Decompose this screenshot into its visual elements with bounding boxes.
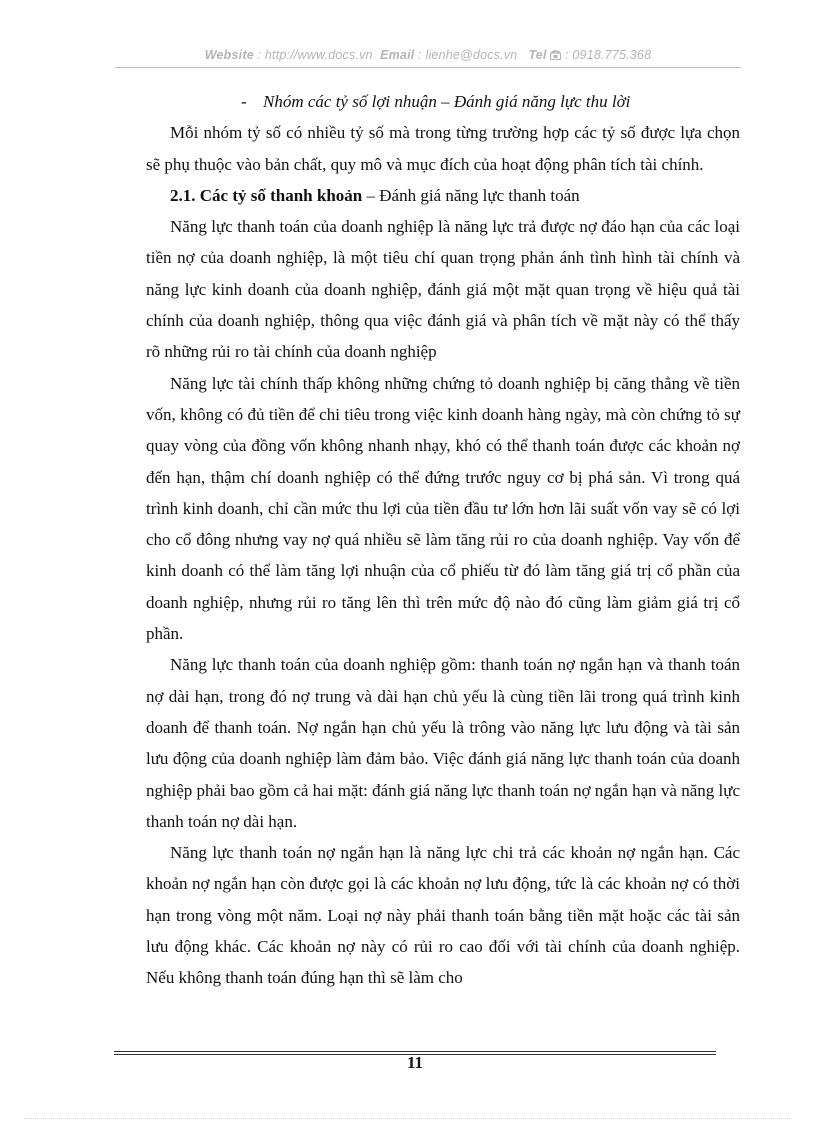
document-body	[146, 86, 740, 994]
section-heading	[146, 180, 740, 211]
page-edge-dotted-line	[24, 1118, 792, 1119]
paragraph-1: Mỗi nhóm tỷ số có nhiều tỷ số mà trong từng trường hợp các tỷ số được lựa chọn sẽ phụ thuộc vào bản chất, quy mô và mục đích của hoạt động phân tích tài chính.	[146, 123, 740, 174]
page-number: 11	[406, 1053, 424, 1072]
email-label: Email	[380, 48, 415, 62]
website-url: : http://www.docs.vn	[257, 48, 373, 62]
paragraph-3: Năng lực tài chính thấp không những chứng tỏ doanh nghiệp bị căng thẳng về tiền vốn, không có đủ tiền để chi tiêu trong việc kinh doanh hàng ngày, mà còn chứng tỏ sự quay vòng của đồng vốn không nhanh nhạy, khó có thể thanh toán được các khoản nợ đến hạn, thậm chí doanh nghiệp có thể đứng trước nguy cơ bị phá sản. Vì trong quá trình kinh doanh, chỉ cần mức thu lợi của tiền đầu tư lớn hơn lãi suất vốn vay sẽ có lợi cho cổ đông nhưng vay nợ quá nhiều sẽ làm tăng rủi ro của doanh nghiệp. Vay vốn để kinh doanh có thể làm tăng lợi nhuận của cổ phiếu từ đó làm tăng giá trị cổ phần của doanh nghiệp, nhưng rủi ro tăng lên thì trên mức độ nào đó cũng làm giảm giá trị cổ phần.	[146, 373, 740, 644]
header-divider	[115, 67, 741, 68]
page-header	[115, 48, 741, 62]
paragraph-2: Năng lực thanh toán của doanh nghiệp là năng lực trả được nợ đáo hạn của các loại tiền nợ của doanh nghiệp, là một tiêu chí quan trọng phản ánh tình hình tài chính và năng lực kinh doanh của doanh nghiệp, đánh giá một mặt quan trọng về hiệu quả tài chính của doanh nghiệp, thông qua việc đánh giá và phân tích về mặt này có thể thấy rõ những rủi ro tài chính của doanh nghiệp	[146, 217, 740, 362]
paragraph-5: Năng lực thanh toán nợ ngắn hạn là năng lực chi trả các khoản nợ ngắn hạn. Các khoản nợ ngắn hạn còn được gọi là các khoản nợ lưu động, tức là các khoản nợ có thời hạn trong vòng một năm. Loại nợ này phải thanh toán bằng tiền mặt hoặc các tài sản lưu động khác. Các khoản nợ này có rủi ro cao đối với tài chính của doanh nghiệp. Nếu không thanh toán đúng hạn thì sẽ làm cho	[146, 843, 740, 988]
tel-number: : 0918.775.368	[565, 48, 652, 62]
section-heading-rest: – Đánh giá năng lực thanh toán	[362, 185, 580, 205]
bullet-item	[146, 86, 740, 117]
website-label: Website	[204, 48, 254, 62]
tel-label: Tel	[528, 48, 547, 62]
paragraph-4: Năng lực thanh toán của doanh nghiệp gồm: thanh toán nợ ngắn hạn và thanh toán nợ dài hạn, trong đó nợ trung và dài hạn chủ yếu là cùng tiền lãi trong quá trình kinh doanh để thanh toán. Nợ ngắn hạn chủ yếu là trông vào năng lực lưu động và tài sản lưu động của doanh nghiệp làm đảm bảo. Việc đánh giá năng lực thanh toán của doanh nghiệp phải bao gồm cả hai mặt: đánh giá năng lực thanh toán nợ ngắn hạn và năng lực thanh toán nợ dài hạn.	[146, 655, 740, 831]
section-heading-bold: 2.1. Các tỷ số thanh khoản	[170, 185, 363, 205]
bullet-text: Nhóm các tỷ số lợi nhuận – Đánh giá năng lực thu lời	[263, 92, 631, 111]
email-address: : lienhe@docs.vn	[418, 48, 518, 62]
bullet-dash: -	[241, 92, 247, 111]
telephone-icon	[550, 48, 565, 62]
